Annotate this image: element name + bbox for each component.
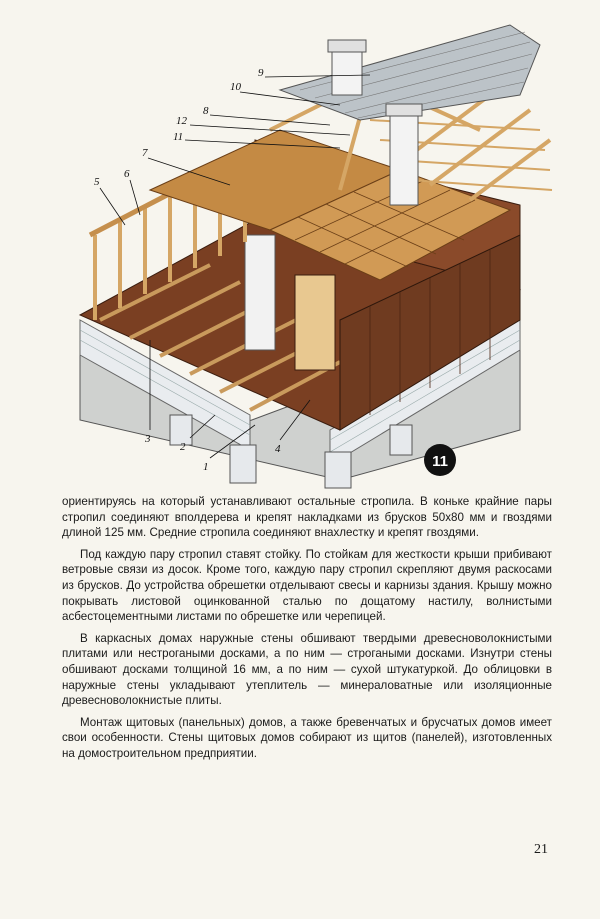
callout-label: 10 bbox=[230, 81, 241, 93]
callout-label: 2 bbox=[180, 441, 186, 453]
callout-label: 1 bbox=[203, 461, 209, 473]
chimney-upper bbox=[332, 50, 362, 95]
callout-label: 11 bbox=[173, 131, 184, 143]
paragraph: ориентируясь на который устанавливают остальные стропила. В коньке крайние пары стропил соединяют вполдерева и крепят накладками из брусков 50х80 мм и гвоздями длиной 125 мм. Средние стропила соединяют внахлестку и крепят гвоздями. bbox=[62, 495, 552, 540]
chimney-upper bbox=[390, 115, 418, 205]
paragraph: В каркасных домах наружные стены обшивают твердыми древесноволокнистыми плитами или нестрогаными досками, а по ним — строгаными досками. Изнутри стены обшивают досками толщиной 16 мм, а по ним — сухой штукатуркой. До облицовки в наружные стены укладывают утеплитель — минераловатные или изоляционные древесноволокнистые плиты. bbox=[62, 631, 552, 708]
pier-post bbox=[230, 445, 256, 483]
chimney-lower bbox=[245, 235, 275, 350]
callout-label: 4 bbox=[275, 443, 281, 455]
paragraph: Монтаж щитовых (панельных) домов, а также бревенчатых и брусчатых домов имеет свои особенности. Стены щитовых домов собирают из щитов (панелей), изготовленных на домостроительном предприятии. bbox=[62, 715, 552, 760]
callout-label: 3 bbox=[145, 433, 151, 445]
pier-post bbox=[325, 452, 351, 488]
house-frame-illustration bbox=[40, 20, 560, 490]
body-text bbox=[62, 494, 552, 768]
callout-label: 12 bbox=[176, 115, 187, 127]
paragraph: Под каждую пару стропил ставят стойку. По стойкам для жесткости крыши прибивают ветровые связи из досок. Кроме того, каждую пару стропил скрепляют двумя раскосами из брусков. До устройства обрешетки отделывают свесы и карнизы здания. Крышу можно покрывать листовой оцинкованной сталью по дощатому настилу, волнистыми асбестоцементными листами по обрешетке или черепицей. bbox=[62, 547, 552, 624]
callout-label: 8 bbox=[203, 105, 209, 117]
callout-label: 7 bbox=[142, 147, 148, 159]
callout-label: 6 bbox=[124, 168, 130, 180]
figure-number: 11 bbox=[432, 453, 448, 470]
door-opening bbox=[295, 275, 335, 370]
pier-post bbox=[390, 425, 412, 455]
callout-label: 5 bbox=[94, 176, 100, 188]
callout-label: 9 bbox=[258, 67, 264, 79]
page-number: 21 bbox=[534, 842, 548, 857]
